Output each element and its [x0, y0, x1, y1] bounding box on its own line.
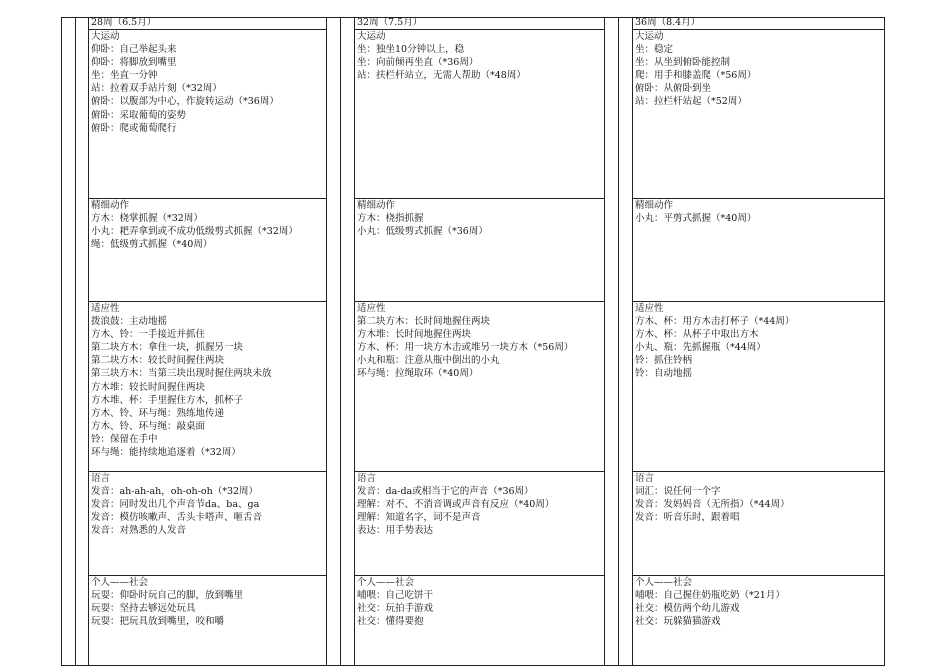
- list-item: 铃：自动地摇: [635, 368, 693, 380]
- list-item: 方木：桡指抓握: [357, 213, 424, 225]
- section-personal-social: [355, 576, 604, 664]
- list-item: 方木：桡掌抓握（*32周）: [91, 213, 203, 225]
- list-item: 发音：同时发出几个声音节da、ba、ga: [91, 499, 260, 511]
- section-title: 大运动: [357, 31, 386, 42]
- list-item: 小丸：耙弄拿到或不成功低级剪式抓握（*32周）: [91, 226, 298, 238]
- week-column-36: [633, 17, 884, 665]
- list-item: 方木堆、杯：手里握住方木，抓杯子: [91, 394, 244, 406]
- section-fine-motor: [355, 199, 604, 301]
- section-title: 精细动作: [635, 200, 674, 211]
- list-item: 第二块方木：较长时间握住两块: [91, 355, 225, 367]
- section-title: 个人——社会: [91, 577, 149, 588]
- list-item: 理解：知道名字，词不是声音: [357, 512, 481, 524]
- week-column-32: [355, 17, 604, 665]
- list-item: 方木堆：较长时间握住两块: [91, 381, 206, 393]
- grid-line: [618, 17, 619, 665]
- grid-line: [326, 17, 327, 665]
- list-item: 方木、铃、环与绳：熟练地传递: [91, 407, 225, 419]
- week-header: 36周（8.4月）: [635, 17, 701, 28]
- list-item: 俯卧：从俯卧到坐: [635, 83, 712, 95]
- list-item: 玩耍：坚持去够远处玩具: [91, 603, 196, 615]
- section-language: [355, 472, 604, 574]
- list-item: 发音：ah-ah-ah，oh-oh-oh（*32周）: [91, 486, 259, 498]
- list-item: 站：扶栏杆站立，无需人帮助（*48周）: [357, 70, 526, 82]
- list-item: 发音：发妈妈音（无所指）（*44周）: [635, 499, 790, 511]
- section-fine-motor: [89, 199, 326, 301]
- list-item: 第二块方木：拿住一块，抓握另一块: [91, 342, 244, 354]
- section-title: 语言: [635, 473, 655, 484]
- list-item: 方木堆：长时间地握住两块: [357, 329, 472, 341]
- section-gross-motor: [355, 30, 604, 198]
- list-item: 发音：da-da或相当于它的声音（*36周）: [357, 486, 534, 498]
- list-item: 小丸和瓶：注意从瓶中倒出的小丸: [357, 355, 500, 367]
- section-language: [89, 472, 326, 574]
- list-item: 方木、杯：用方木击打杯子（*44周）: [635, 316, 795, 328]
- section-gross-motor: [89, 30, 326, 198]
- section-title: 语言: [91, 473, 111, 484]
- section-title: 个人——社会: [635, 577, 693, 588]
- list-item: 仰卧：将脚放到嘴里: [91, 57, 177, 69]
- list-item: 哺喂：自己握住奶瓶吃奶（*21月）: [635, 590, 785, 602]
- section-title: 适应性: [91, 303, 120, 314]
- section-language: [633, 472, 884, 574]
- grid-line: [75, 17, 76, 665]
- list-item: 发音：模仿咳嗽声、舌头卡嗒声、咂舌音: [91, 512, 263, 524]
- list-item: 表达：用手势表达: [357, 525, 434, 537]
- list-item: 环与绳：能持续地追逐着（*32周）: [91, 447, 241, 459]
- list-item: 小丸：平剪式抓握（*40周）: [635, 213, 757, 225]
- list-item: 仰卧：自己举起头来: [91, 44, 177, 56]
- section-fine-motor: [633, 199, 884, 301]
- list-item: 方木、杯：从杯子中取出方木: [635, 329, 759, 341]
- list-item: 坐：稳定: [635, 44, 674, 56]
- week-header: 32周（7.5月）: [357, 17, 423, 28]
- section-title: 语言: [357, 473, 377, 484]
- table-bottom-border: [61, 665, 885, 666]
- list-item: 发音：听音乐时，跟着唱: [635, 512, 740, 524]
- list-item: 哺喂：自己吃饼干: [357, 590, 434, 602]
- list-item: 铃：保留在手中: [91, 433, 158, 445]
- list-item: 第二块方木：长时间地握住两块: [357, 316, 491, 328]
- list-item: 词汇：说任何一个字: [635, 486, 721, 498]
- section-adaptive: [89, 302, 326, 470]
- list-item: 站：拉栏杆站起（*52周）: [635, 96, 747, 108]
- section-adaptive: [633, 302, 884, 470]
- section-title: 精细动作: [357, 200, 396, 211]
- grid-line: [61, 17, 62, 665]
- list-item: 俯卧：爬或葡萄爬行: [91, 122, 177, 134]
- grid-line: [884, 17, 885, 665]
- list-item: 社交：懂得要抱: [357, 616, 424, 628]
- section-title: 大运动: [635, 31, 664, 42]
- week-header: 28周（6.5月）: [91, 17, 157, 28]
- list-item: 爬：用手和膝盖爬（*56周）: [635, 70, 757, 82]
- section-adaptive: [355, 302, 604, 470]
- list-item: 站：拉着双手站片刻（*32周）: [91, 83, 222, 95]
- list-item: 俯卧：采取葡萄的姿势: [91, 109, 187, 121]
- list-item: 坐：向前倾再坐直（*36周）: [357, 57, 479, 69]
- list-item: 坐：坐直一分钟: [91, 70, 158, 82]
- list-item: 绳：低级剪式抓握（*40周）: [91, 239, 213, 251]
- section-title: 个人——社会: [357, 577, 415, 588]
- section-title: 精细动作: [91, 200, 130, 211]
- section-gross-motor: [633, 30, 884, 198]
- list-item: 坐：独坐10分钟以上，稳: [357, 44, 465, 56]
- list-item: 小丸：低级剪式抓握（*36周）: [357, 226, 488, 238]
- section-title: 适应性: [635, 303, 664, 314]
- section-title: 大运动: [91, 31, 120, 42]
- grid-line: [340, 17, 341, 665]
- section-title: 适应性: [357, 303, 386, 314]
- grid-line: [604, 17, 605, 665]
- list-item: 方木、杯：用一块方木击或堆另一块方木（*56周）: [357, 342, 574, 354]
- section-personal-social: [633, 576, 884, 664]
- list-item: 玩耍：仰卧时玩自己的脚，放到嘴里: [91, 590, 244, 602]
- section-personal-social: [89, 576, 326, 664]
- list-item: 理解：对不、不消音调或声音有反应（*40周）: [357, 499, 555, 511]
- list-item: 坐：从坐到俯卧能控制: [635, 57, 731, 69]
- list-item: 玩耍：把玩具放到嘴里，咬和嚼: [91, 616, 225, 628]
- list-item: 方木、铃：一手接近并抓住: [91, 329, 206, 341]
- list-item: 第三块方木：当第三块出现时握住两块未放: [91, 368, 272, 380]
- list-item: 社交：玩躲猫猫游戏: [635, 616, 721, 628]
- list-item: 铃：抓住铃柄: [635, 355, 693, 367]
- list-item: 发音：对熟悉的人发音: [91, 525, 187, 537]
- list-item: 小丸、瓶：先抓握瓶（*44周）: [635, 342, 766, 354]
- list-item: 环与绳：拉绳取环（*40周）: [357, 368, 479, 380]
- list-item: 拨浪鼓：主动地摇: [91, 316, 168, 328]
- list-item: 社交：模仿两个幼儿游戏: [635, 603, 740, 615]
- week-column-28: [89, 17, 326, 665]
- list-item: 方木、铃、环与绳：敲桌面: [91, 420, 206, 432]
- list-item: 俯卧：以腹部为中心，作旋转运动（*36周）: [91, 96, 279, 108]
- list-item: 社交：玩拍手游戏: [357, 603, 434, 615]
